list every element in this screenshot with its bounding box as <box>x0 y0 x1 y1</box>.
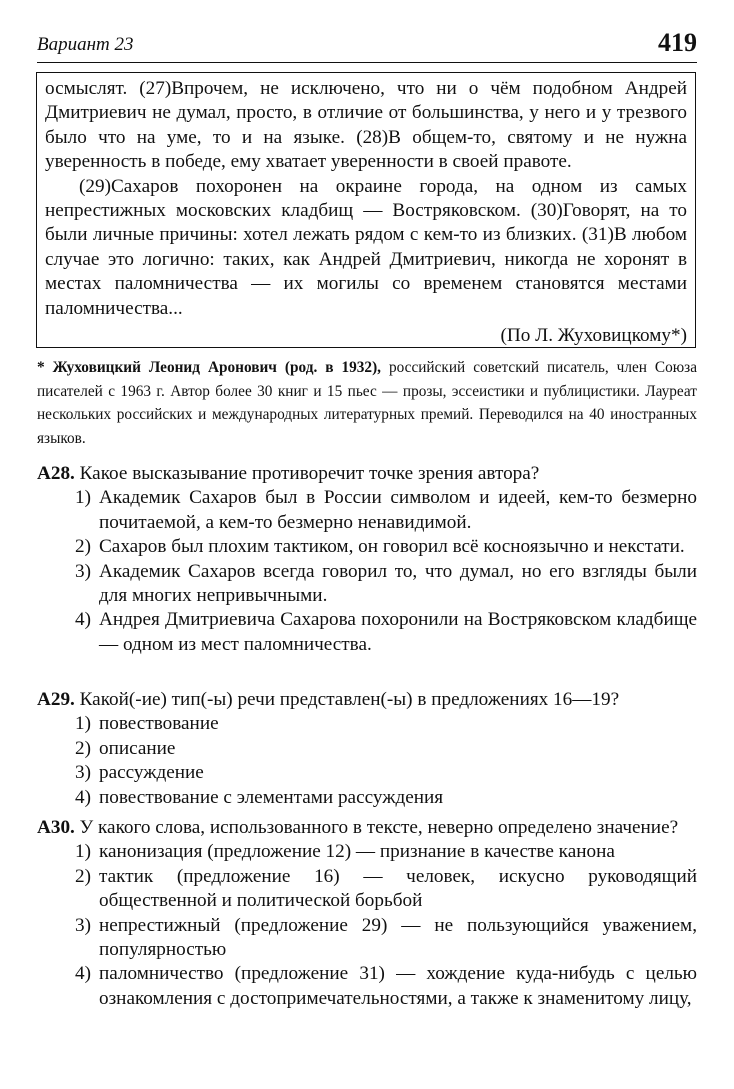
answer-option[interactable] <box>37 914 697 963</box>
passage-author: (По Л. Жуховицкому*) <box>500 325 687 347</box>
option-number: 4) <box>75 963 91 985</box>
passage-paragraph-2: (29)Сахаров похоронен на окраине города, на одном из самых непрестижных московских кладбищ — Востряковском. (30)Говорят, на то были личные причины: хотел лежать рядом с кем-то из близких. (31)В любом случае это логично: таких, как Андрей Дмитриевич, никогда не хоронят в местах паломничества — их могилы со временем становятся местами паломничества... <box>45 175 687 319</box>
question-text: Какой(-ие) тип(-ы) речи представлен(-ы) в предложениях 16—19? <box>74 689 620 710</box>
option-number: 2) <box>75 737 91 759</box>
option-text: непрестижный (предложение 29) — не пользующийся уважением, популярностью <box>99 914 697 961</box>
answer-option[interactable] <box>37 535 697 559</box>
question-title <box>37 688 697 712</box>
option-text: рассуждение <box>99 762 204 784</box>
option-number: 1) <box>75 487 91 509</box>
answer-option[interactable] <box>37 865 697 914</box>
passage-paragraph-1: осмыслят. (27)Впрочем, не исключено, что ни о чём подобном Андрей Дмитриевич не думал, просто, в отличие от большинства, у него и у трезвого было что на уме, то и на языке. (28)В общем-то, святому и не нужна уверенность в победе, ему хватает уверенности в своей правоте. <box>45 78 687 173</box>
page-header <box>37 26 697 63</box>
option-text: паломничество (предложение 31) — хождение куда-нибудь с целью ознакомления с достопримечательностями, а также к знаменитому лицу, <box>99 963 697 1009</box>
answer-option[interactable] <box>37 712 697 736</box>
answer-option[interactable] <box>37 786 697 810</box>
variant-label: Вариант 23 <box>37 34 134 55</box>
option-text: описание <box>99 737 176 759</box>
author-footnote <box>37 356 697 450</box>
option-text: Академик Сахаров был в России символом и идеей, кем-то безмерно почитаемой, а кем-то безмерно ненавидимой. <box>99 487 697 533</box>
answer-option[interactable] <box>37 761 697 785</box>
question-a30 <box>37 816 697 1011</box>
option-text: канонизация (предложение 12) — признание в качестве канона <box>99 841 615 863</box>
option-number: 2) <box>75 865 91 887</box>
answer-option[interactable] <box>37 962 697 1011</box>
footnote-text: российский советский писатель, член Союза писателей с 1963 г. Автор более 30 книг и 15 пьес — прозы, эссеистики и публицистики. Лауреат нескольких российских и международных литературных премий. Переводился на 40 иностранных языков. <box>37 359 698 447</box>
option-number: 4) <box>75 609 91 631</box>
option-text: Академик Сахаров всегда говорил то, что думал, но его взгляды были для многих непривычными. <box>99 560 697 607</box>
question-a29 <box>37 688 697 810</box>
question-title <box>37 816 697 840</box>
option-number: 4) <box>75 786 91 808</box>
question-number: А30. <box>37 817 75 838</box>
question-title <box>37 462 697 486</box>
answer-option[interactable] <box>37 840 697 864</box>
option-text: тактик (предложение 16) — человек, искусно руководящий общественной и политической борьбой <box>99 865 697 912</box>
footnote-author-name: * Жуховицкий Леонид Аронович (род. в 1932), <box>37 359 382 376</box>
page-number: 419 <box>658 28 697 57</box>
answer-option[interactable] <box>37 486 697 535</box>
question-number: А28. <box>37 463 75 484</box>
question-number: А29. <box>37 689 75 710</box>
option-number: 3) <box>75 914 91 936</box>
option-text: Сахаров был плохим тактиком, он говорил всё косноязычно и некстати. <box>99 536 685 558</box>
question-text: У какого слова, использованного в тексте, неверно определено значение? <box>74 817 679 838</box>
option-number: 3) <box>75 762 91 784</box>
answer-option[interactable] <box>37 608 697 657</box>
option-text: Андрея Дмитриевича Сахарова похоронили на Востряковском кладбище — одном из мест паломничества. <box>99 609 697 655</box>
option-number: 2) <box>75 536 91 558</box>
option-number: 3) <box>75 560 91 582</box>
option-text: повествование <box>99 713 219 735</box>
answer-option[interactable] <box>37 560 697 609</box>
answer-option[interactable] <box>37 737 697 761</box>
question-a28 <box>37 462 697 657</box>
question-text: Какое высказывание противоречит точке зрения автора? <box>74 463 540 484</box>
option-number: 1) <box>75 841 91 863</box>
option-text: повествование с элементами рассуждения <box>99 786 444 808</box>
option-number: 1) <box>75 713 91 735</box>
passage-box <box>36 72 696 348</box>
